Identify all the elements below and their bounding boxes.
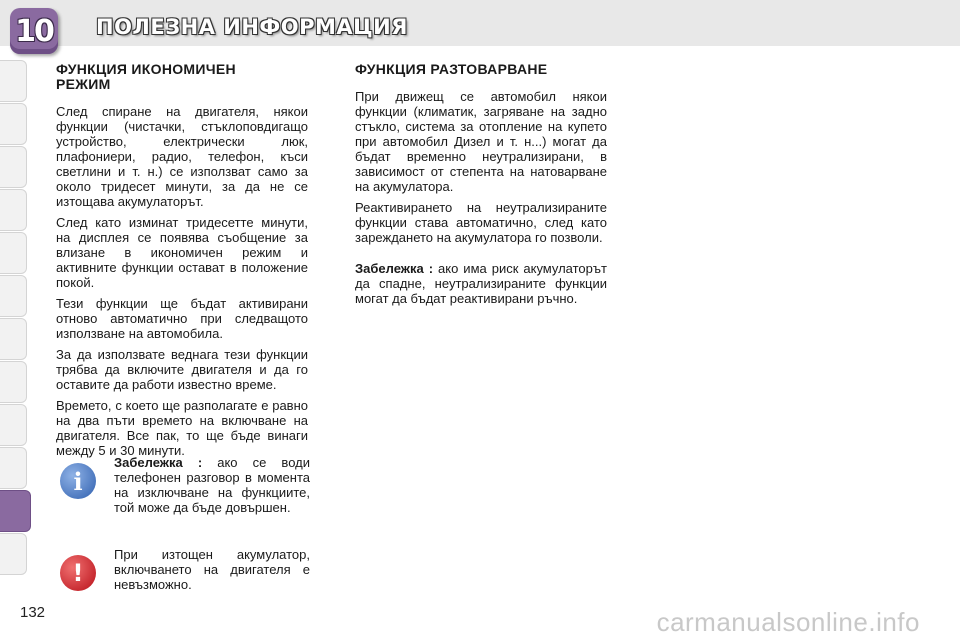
heading-line: ФУНКЦИЯ ИКОНОМИЧЕН [56,61,236,77]
watermark: carmanualsonline.info [656,607,920,637]
right-column [355,62,607,312]
note-text [114,455,310,515]
side-tab[interactable] [0,60,27,102]
chapter-badge [10,8,58,54]
warning-text: При изтощен акумулатор, включването на двигателя е невъзможно. [114,547,310,592]
paragraph: След спиране на двигателя, някои функции (чистачки, стъклоповдигащо устройство, електрически люк, плафониери, радио, телефон, къси светлини и т. н.) се използват само за около тридесет минути, за да не се изтощава акумулаторът. [56,104,308,209]
chapter-title: ПОЛЕЗНА ИНФОРМАЦИЯ [96,15,408,39]
page-number: 132 [20,604,46,621]
side-tab[interactable] [0,318,27,360]
paragraph: Времето, с което ще разполагате е равно на два пъти времето на включване на двигателя. Все пак, то ще бъде винаги между 5 и 30 минути. [56,398,308,458]
side-tab-active[interactable] [0,490,31,532]
side-tab[interactable] [0,146,27,188]
side-tab[interactable] [0,275,27,317]
warning-note [60,547,310,592]
section-heading [56,62,308,92]
side-tabs [0,60,32,576]
paragraph: При движещ се автомобил някои функции (климатик, загряване на задно стъкло, система за отопление на купето при автомобил Дизел и т. н...) могат да бъдат временно неутрализирани, в зависимост от степента на натоварване на акумулатора. [355,89,607,194]
side-tab[interactable] [0,361,27,403]
note-label: Забележка : [355,261,434,276]
section-heading: ФУНКЦИЯ РАЗТОВАРВАНЕ [355,61,548,77]
paragraph: Тези функции ще бъдат активирани отново автоматично при следващото използване на автомобила. [56,296,308,341]
side-tab[interactable] [0,189,27,231]
note-body: ако има риск акумулаторът да спадне, неутрализираните функции могат да бъдат реактивирани ръчно. [355,261,607,306]
heading-line: РЕЖИМ [56,76,111,92]
side-tab[interactable] [0,103,27,145]
note-label: Забележка : [114,455,203,470]
side-tab[interactable] [0,232,27,274]
side-tab[interactable] [0,447,27,489]
left-column [56,62,308,464]
side-tab[interactable] [0,404,27,446]
paragraph: След като изминат тридесетте минути, на дисплея се появява съобщение за влизане в икономичен режим и активните функции остават в положение покой. [56,215,308,290]
exclamation-icon: ! [60,555,96,591]
chapter-number: 10 [15,13,53,49]
side-tab[interactable] [0,533,27,575]
paragraph: Реактивирането на неутрализираните функции става автоматично, след като зареждането на акумулатора го позволи. [355,200,607,245]
header-bar [0,0,960,49]
info-icon: i [60,463,96,499]
info-note [60,455,310,515]
paragraph: За да използвате веднага тези функции трябва да включите двигателя и да го оставите да работи известно време. [56,347,308,392]
note-body: ако се води телефонен разговор в момента на изключване на функциите, той може да бъде довършен. [114,455,310,515]
note-paragraph [355,261,607,306]
